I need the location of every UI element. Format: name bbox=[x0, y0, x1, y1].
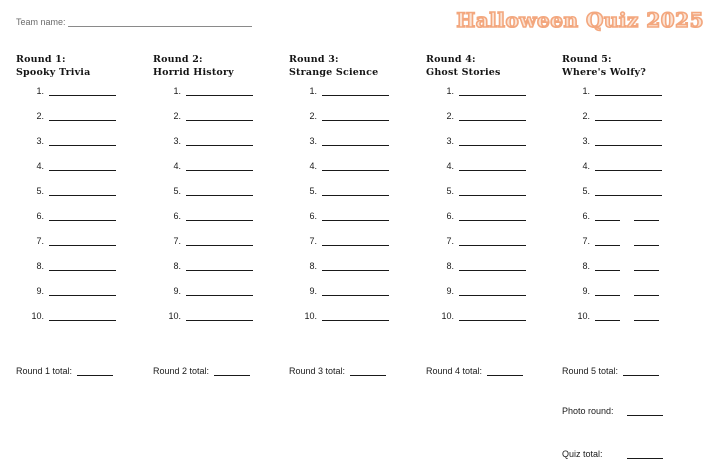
answer-blank-line[interactable] bbox=[322, 245, 389, 246]
answer-number: 3. bbox=[446, 136, 454, 146]
answer-number: 8. bbox=[309, 261, 317, 271]
round-1-heading: Round 1: bbox=[16, 54, 66, 65]
answer-number: 2. bbox=[309, 111, 317, 121]
round-3-column bbox=[289, 53, 419, 321]
answer-number: 9. bbox=[309, 286, 317, 296]
answer-number: 5. bbox=[446, 186, 454, 196]
answer-number: 9. bbox=[582, 286, 590, 296]
answer-blank-line[interactable] bbox=[322, 295, 389, 296]
answer-blank-line[interactable] bbox=[49, 145, 116, 146]
answer-blank-line[interactable] bbox=[49, 120, 116, 121]
answer-blank-line[interactable] bbox=[186, 270, 253, 271]
round-4-heading: Round 4: bbox=[426, 54, 476, 65]
answer-number: 1. bbox=[446, 86, 454, 96]
answer-blank-line[interactable] bbox=[186, 145, 253, 146]
answer-blank-line[interactable] bbox=[186, 120, 253, 121]
answer-blank-line[interactable] bbox=[322, 145, 389, 146]
answer-blank-line[interactable] bbox=[186, 295, 253, 296]
answer-blank-line-part-2[interactable] bbox=[634, 270, 659, 271]
answer-number: 2. bbox=[446, 111, 454, 121]
answer-number: 6. bbox=[36, 211, 44, 221]
round-1-column bbox=[16, 53, 146, 321]
answer-blank-line[interactable] bbox=[459, 220, 526, 221]
answer-blank-line[interactable] bbox=[459, 270, 526, 271]
answer-blank-line[interactable] bbox=[459, 120, 526, 121]
answer-number: 4. bbox=[309, 161, 317, 171]
answer-number: 6. bbox=[309, 211, 317, 221]
answer-number: 7. bbox=[446, 236, 454, 246]
round-4-subtitle: Ghost Stories bbox=[426, 67, 501, 78]
answer-blank-line[interactable] bbox=[322, 320, 389, 321]
answer-number: 10. bbox=[304, 311, 317, 321]
round-5-subtitle: Where's Wolfy? bbox=[562, 67, 647, 78]
round-4-column bbox=[426, 53, 556, 321]
answer-blank-line[interactable] bbox=[49, 220, 116, 221]
answer-number: 7. bbox=[36, 236, 44, 246]
round-total-blank-line[interactable] bbox=[77, 366, 113, 376]
answer-blank-line[interactable] bbox=[459, 295, 526, 296]
answer-blank-line-part-1[interactable] bbox=[595, 320, 620, 321]
photo-round-label: Photo round: bbox=[562, 406, 614, 416]
quiz-title: Halloween Quiz 2025 bbox=[456, 8, 704, 32]
answer-blank-line[interactable] bbox=[322, 120, 389, 121]
answer-number: 9. bbox=[446, 286, 454, 296]
round-total-label: Round 5 total: bbox=[562, 366, 619, 376]
answer-blank-line[interactable] bbox=[459, 170, 526, 171]
quiz-total-label: Quiz total: bbox=[562, 449, 603, 459]
answer-blank-line-part-1[interactable] bbox=[595, 245, 620, 246]
answer-number: 6. bbox=[446, 211, 454, 221]
round-total-blank-line[interactable] bbox=[214, 366, 250, 376]
answer-number: 1. bbox=[309, 86, 317, 96]
round-2-heading: Round 2: bbox=[153, 54, 203, 65]
round-1-subtitle: Spooky Trivia bbox=[16, 67, 91, 78]
answer-blank-line[interactable] bbox=[595, 120, 662, 121]
answer-number: 10. bbox=[577, 311, 590, 321]
answer-number: 8. bbox=[446, 261, 454, 271]
quiz-total-row bbox=[562, 449, 603, 459]
answer-blank-line-part-2[interactable] bbox=[634, 220, 659, 221]
round-3-heading: Round 3: bbox=[289, 54, 339, 65]
answer-number: 5. bbox=[309, 186, 317, 196]
round-total-blank-line[interactable] bbox=[487, 366, 523, 376]
answer-blank-line[interactable] bbox=[186, 170, 253, 171]
answer-number: 6. bbox=[582, 211, 590, 221]
answer-number: 4. bbox=[446, 161, 454, 171]
answer-blank-line[interactable] bbox=[49, 95, 116, 96]
answer-blank-line[interactable] bbox=[49, 295, 116, 296]
answer-blank-line[interactable] bbox=[459, 245, 526, 246]
answer-blank-line[interactable] bbox=[186, 320, 253, 321]
answer-blank-line[interactable] bbox=[49, 195, 116, 196]
round-total-label: Round 4 total: bbox=[426, 366, 483, 376]
answer-blank-line-part-2[interactable] bbox=[634, 320, 659, 321]
answer-number: 10. bbox=[31, 311, 44, 321]
round-total-blank-line[interactable] bbox=[623, 366, 659, 376]
round-2-total-row bbox=[153, 366, 250, 376]
answer-number: 7. bbox=[173, 236, 181, 246]
answer-number: 9. bbox=[173, 286, 181, 296]
photo-round-blank-line[interactable] bbox=[627, 415, 663, 416]
answer-blank-line[interactable] bbox=[186, 245, 253, 246]
round-total-label: Round 2 total: bbox=[153, 366, 210, 376]
round-5-heading: Round 5: bbox=[562, 54, 612, 65]
answer-number: 8. bbox=[36, 261, 44, 271]
answer-number: 1. bbox=[173, 86, 181, 96]
answer-blank-line[interactable] bbox=[186, 95, 253, 96]
team-name-label: Team name: bbox=[16, 17, 66, 27]
round-2-subtitle: Horrid History bbox=[153, 67, 234, 78]
answer-number: 5. bbox=[582, 186, 590, 196]
round-4-total-row bbox=[426, 366, 523, 376]
answer-blank-line[interactable] bbox=[459, 195, 526, 196]
answer-blank-line[interactable] bbox=[459, 145, 526, 146]
answer-blank-line[interactable] bbox=[49, 320, 116, 321]
photo-round-row bbox=[562, 406, 614, 416]
answer-number: 8. bbox=[173, 261, 181, 271]
answer-blank-line[interactable] bbox=[595, 95, 662, 96]
round-1-total-row bbox=[16, 366, 113, 376]
answer-number: 2. bbox=[36, 111, 44, 121]
answer-blank-line[interactable] bbox=[595, 145, 662, 146]
round-total-label: Round 3 total: bbox=[289, 366, 346, 376]
answer-number: 8. bbox=[582, 261, 590, 271]
answer-number: 5. bbox=[173, 186, 181, 196]
round-total-blank-line[interactable] bbox=[350, 366, 386, 376]
answer-number: 7. bbox=[309, 236, 317, 246]
answer-blank-line[interactable] bbox=[322, 170, 389, 171]
quiz-total-blank-line[interactable] bbox=[627, 458, 663, 459]
answer-number: 2. bbox=[582, 111, 590, 121]
answer-blank-line[interactable] bbox=[322, 220, 389, 221]
answer-blank-line[interactable] bbox=[186, 195, 253, 196]
answer-number: 9. bbox=[36, 286, 44, 296]
answer-number: 2. bbox=[173, 111, 181, 121]
answer-blank-line-part-2[interactable] bbox=[634, 245, 659, 246]
answer-blank-line[interactable] bbox=[459, 95, 526, 96]
answer-number: 10. bbox=[168, 311, 181, 321]
answer-blank-line[interactable] bbox=[459, 320, 526, 321]
answer-blank-line-part-1[interactable] bbox=[595, 295, 620, 296]
answer-blank-line[interactable] bbox=[49, 170, 116, 171]
answer-number: 4. bbox=[173, 161, 181, 171]
answer-blank-line[interactable] bbox=[595, 170, 662, 171]
answer-blank-line-part-1[interactable] bbox=[595, 220, 620, 221]
answer-blank-line-part-1[interactable] bbox=[595, 270, 620, 271]
round-3-total-row bbox=[289, 366, 386, 376]
answer-number: 6. bbox=[173, 211, 181, 221]
answer-blank-line[interactable] bbox=[49, 245, 116, 246]
answer-blank-line[interactable] bbox=[49, 270, 116, 271]
answer-blank-line[interactable] bbox=[322, 195, 389, 196]
answer-number: 10. bbox=[441, 311, 454, 321]
answer-number: 3. bbox=[582, 136, 590, 146]
answer-number: 7. bbox=[582, 236, 590, 246]
round-5-column bbox=[562, 53, 692, 321]
answer-number: 4. bbox=[582, 161, 590, 171]
answer-blank-line[interactable] bbox=[186, 220, 253, 221]
answer-number: 5. bbox=[36, 186, 44, 196]
answer-number: 3. bbox=[36, 136, 44, 146]
answer-number: 1. bbox=[582, 86, 590, 96]
answer-blank-line-part-2[interactable] bbox=[634, 295, 659, 296]
round-2-column bbox=[153, 53, 283, 321]
answer-number: 3. bbox=[309, 136, 317, 146]
team-name-field bbox=[16, 17, 252, 27]
answer-number: 1. bbox=[36, 86, 44, 96]
answer-blank-line[interactable] bbox=[595, 195, 662, 196]
answer-blank-line[interactable] bbox=[322, 270, 389, 271]
answer-blank-line[interactable] bbox=[322, 95, 389, 96]
answer-number: 4. bbox=[36, 161, 44, 171]
round-5-total-row bbox=[562, 366, 659, 376]
round-total-label: Round 1 total: bbox=[16, 366, 73, 376]
round-3-subtitle: Strange Science bbox=[289, 67, 379, 78]
team-name-blank-line[interactable] bbox=[68, 17, 252, 27]
answer-number: 3. bbox=[173, 136, 181, 146]
